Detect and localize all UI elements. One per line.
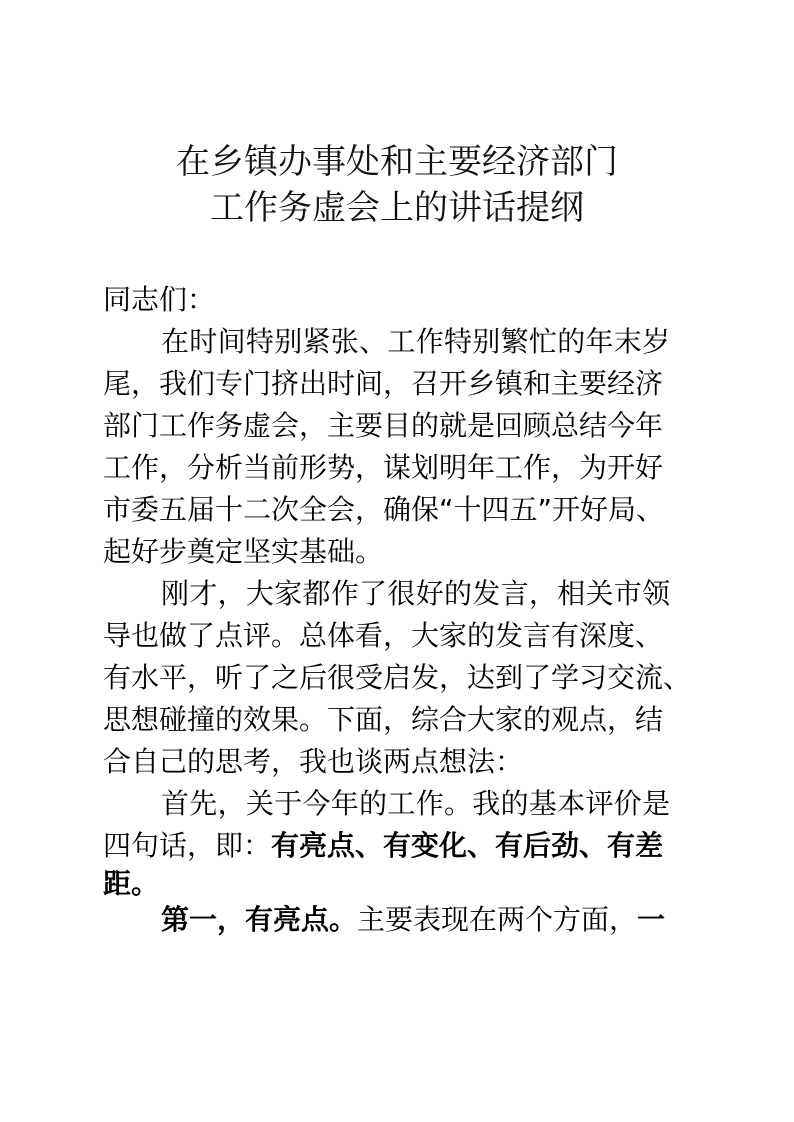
paragraph-1-line-4: 工作，分析当前形势，谋划明年工作，为开好 <box>103 451 664 484</box>
paragraph-2-line-3: 有水平，听了之后很受启发，达到了学习交流、 <box>103 661 692 694</box>
paragraph-3-line-1: 首先，关于今年的工作。我的基本评价是 <box>161 787 671 820</box>
paragraph-1-line-3: 部门工作务虚会，主要目的就是回顾总结今年 <box>103 409 664 442</box>
paragraph-1-line-5: 市委五届十二次全会，确保“十四五”开好局、 <box>103 493 665 526</box>
paragraph-2-line-1: 刚才，大家都作了很好的发言，相关市领 <box>161 577 671 610</box>
paragraph-1-line-6: 起好步奠定坚实基础。 <box>103 535 384 568</box>
paragraph-2-line-4: 思想碰撞的效果。下面，综合大家的观点，结 <box>103 703 664 736</box>
paragraph-3-plain-text: 四句话，即： <box>103 829 272 862</box>
paragraph-3-bold-text: 有亮点、有变化、有后劲、有差 <box>271 829 664 862</box>
paragraph-1-line-1: 在时间特别紧张、工作特别繁忙的年末岁 <box>161 325 671 358</box>
paragraph-3-line-2 <box>103 826 663 866</box>
paragraph-4-line-1 <box>161 900 665 940</box>
paragraph-2-line-5: 合自己的思考，我也谈两点想法： <box>103 745 524 778</box>
paragraph-1-line-2: 尾，我们专门挤出时间，召开乡镇和主要经济 <box>103 367 664 400</box>
paragraph-4-bold-end: 一 <box>637 903 666 936</box>
document-title-line-2: 工作务虚会上的讲话提纲 <box>210 188 584 228</box>
paragraph-4-plain-text: 主要表现在两个方面， <box>357 903 638 936</box>
paragraph-3-line-3: 距。 <box>103 867 160 900</box>
paragraph-4-bold-heading: 第一，有亮点。 <box>161 903 358 936</box>
paragraph-2-line-2: 导也做了点评。总体看，大家的发言有深度、 <box>103 619 664 652</box>
salutation: 同志们： <box>103 283 216 316</box>
document-title-line-1: 在乡镇办事处和主要经济部门 <box>176 142 618 182</box>
